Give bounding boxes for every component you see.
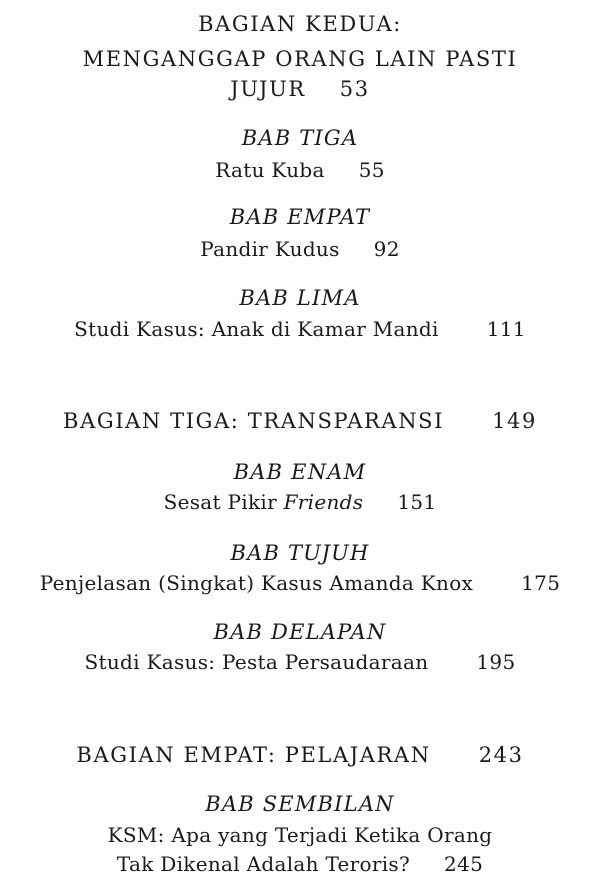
chapter-three-page-number: 55 bbox=[358, 158, 385, 182]
chapter-three-entry bbox=[0, 157, 600, 183]
part-two-heading-line2 bbox=[0, 46, 600, 72]
chapter-eight-label-text: BAB DELAPAN bbox=[213, 620, 387, 644]
chapter-nine-page-number: 245 bbox=[444, 852, 484, 876]
chapter-five-entry bbox=[0, 316, 600, 342]
chapter-three-label bbox=[0, 125, 600, 151]
chapter-three-title: Ratu Kuba bbox=[215, 158, 325, 182]
chapter-five-label-text: BAB LIMA bbox=[239, 286, 361, 310]
chapter-seven-label-text: BAB TUJUH bbox=[230, 541, 370, 565]
part-two-heading-line1 bbox=[0, 11, 600, 37]
chapter-seven-entry bbox=[0, 570, 600, 596]
part-two-title-line1: MENGANGGAP ORANG LAIN PASTI bbox=[82, 47, 518, 71]
part-three-heading bbox=[0, 408, 600, 434]
chapter-nine-title-line1: KSM: Apa yang Terjadi Ketika Orang bbox=[107, 823, 493, 847]
chapter-eight-title: Studi Kasus: Pesta Persaudaraan bbox=[84, 650, 429, 674]
chapter-six-page-number: 151 bbox=[397, 490, 437, 514]
part-four-heading bbox=[0, 742, 600, 768]
part-two-label: BAGIAN KEDUA: bbox=[198, 12, 402, 36]
chapter-seven-label bbox=[0, 540, 600, 566]
chapter-six-entry bbox=[0, 489, 600, 515]
chapter-four-label-text: BAB EMPAT bbox=[229, 205, 371, 229]
part-two-page-number: 53 bbox=[339, 77, 370, 101]
part-four-page-number: 243 bbox=[478, 743, 524, 767]
chapter-five-label bbox=[0, 285, 600, 311]
chapter-three-label-text: BAB TIGA bbox=[241, 126, 359, 150]
chapter-six-label bbox=[0, 459, 600, 485]
chapter-nine-entry-line2 bbox=[0, 851, 600, 877]
chapter-five-page-number: 111 bbox=[486, 317, 526, 341]
chapter-six-label-text: BAB ENAM bbox=[233, 460, 367, 484]
chapter-seven-page-number: 175 bbox=[521, 571, 561, 595]
part-four-title: BAGIAN EMPAT: PELAJARAN bbox=[76, 743, 431, 767]
chapter-nine-label bbox=[0, 791, 600, 817]
chapter-nine-title-line2: Tak Dikenal Adalah Teroris? bbox=[116, 852, 411, 876]
chapter-four-entry bbox=[0, 236, 600, 262]
chapter-four-page-number: 92 bbox=[373, 237, 400, 261]
chapter-four-title: Pandir Kudus bbox=[200, 237, 340, 261]
part-three-page-number: 149 bbox=[492, 409, 537, 433]
chapter-nine-label-text: BAB SEMBILAN bbox=[205, 792, 395, 816]
chapter-seven-title: Penjelasan (Singkat) Kasus Amanda Knox bbox=[39, 571, 474, 595]
chapter-eight-page-number: 195 bbox=[476, 650, 516, 674]
chapter-four-label bbox=[0, 204, 600, 230]
chapter-six-title: Sesat Pikir bbox=[163, 490, 277, 514]
chapter-five-title: Studi Kasus: Anak di Kamar Mandi bbox=[74, 317, 439, 341]
chapter-eight-label bbox=[0, 619, 600, 645]
chapter-nine-entry-line1 bbox=[0, 822, 600, 848]
part-two-title-line2: JUJUR bbox=[230, 77, 306, 101]
part-two-heading-line3 bbox=[0, 76, 600, 102]
chapter-six-title-italic: Friends bbox=[283, 490, 364, 514]
chapter-eight-entry bbox=[0, 649, 600, 675]
part-three-title: BAGIAN TIGA: TRANSPARANSI bbox=[63, 409, 445, 433]
